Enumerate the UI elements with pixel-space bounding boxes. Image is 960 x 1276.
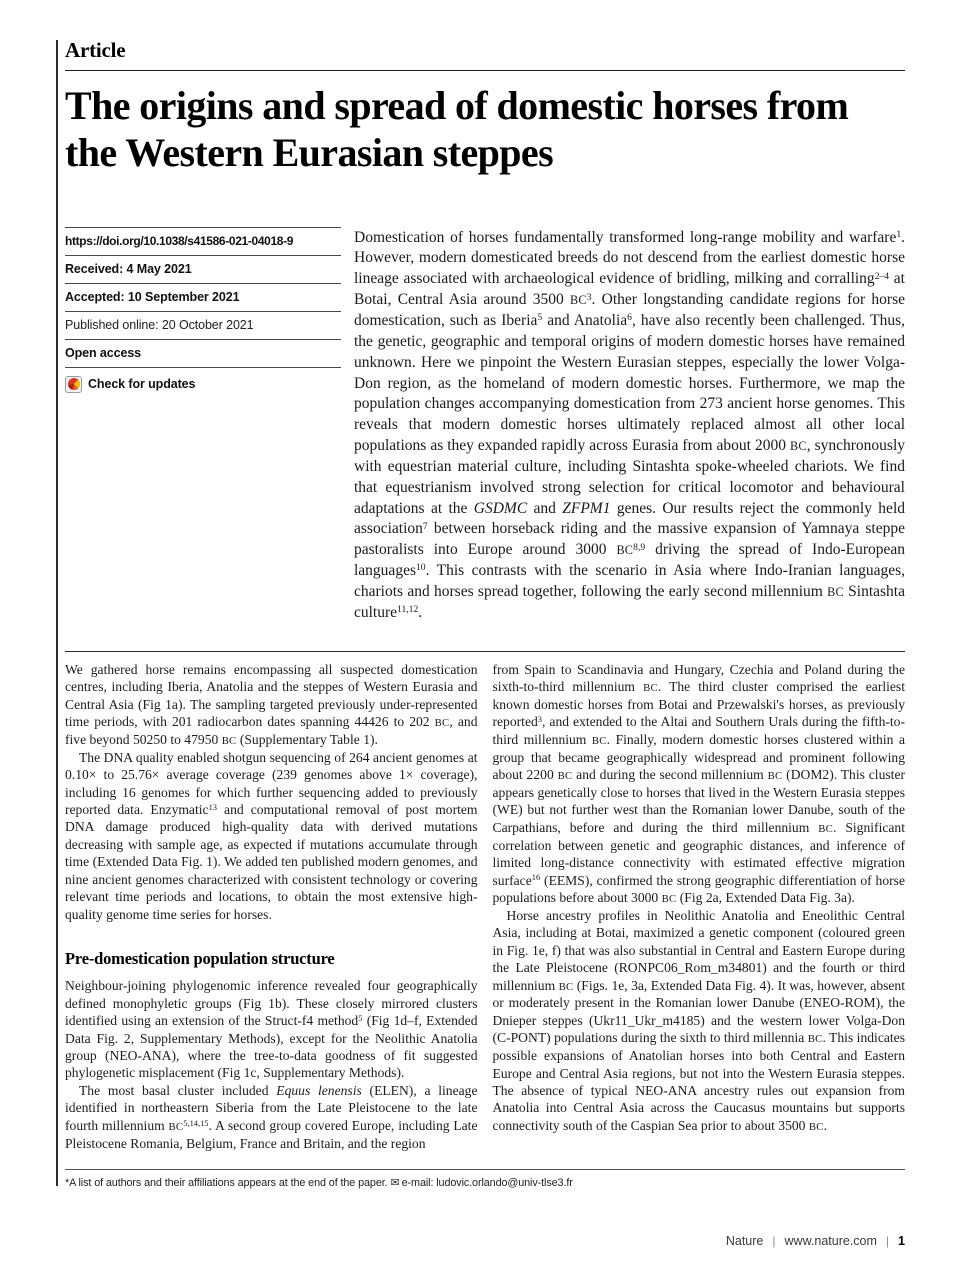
paragraph: Neighbour-joining phylogenomic inference revealed four geographically defined monophyletic groups (Fig 1b). These closely mirrored clusters identified using an extension of the Struct-f4 method$^5$ (Fig 1d–f, Extended Data Fig. 2, Supplementary Methods), except for the Neolithic Anatolia group (NEO-ANA), where the tree-to-data goodness of fit suggested phylogenetic misplacement (Fig 1c, Supplementary Methods). — [65, 978, 478, 1081]
accepted-date: Accepted: 10 September 2021 — [65, 284, 341, 312]
open-access-badge: Open access — [65, 340, 341, 368]
metadata-panel — [65, 227, 341, 624]
article-kicker: Article — [65, 38, 126, 62]
paragraph: The DNA quality enabled shotgun sequencing of 264 ancient genomes at 0.10× to 25.76× average coverage (239 genomes above 1× coverage), including 16 genomes for which further sequencing added to previously reported data. Enzymatic$^{13}$ and computational removal of post mortem DNA damage produced high-quality data with derived mutations decreasing with sample age, as expected if mutations accumulate through time (Extended Data Fig. 1). We added ten published modern genomes, and nine ancient genomes characterized with consistent technology or covering relevant time periods and locations, to obtain the most extensive high-quality genome time series for horses. — [65, 749, 478, 922]
body-right-column — [493, 661, 906, 1152]
metadata-abstract-row — [65, 227, 905, 624]
author-footnote — [65, 1176, 905, 1189]
published-online-date: Published online: 20 October 2021 — [65, 312, 341, 340]
check-for-updates-label: Check for updates — [88, 377, 196, 392]
crossmark-icon — [65, 376, 82, 393]
body-left-column — [65, 661, 478, 1152]
page-number: 1 — [898, 1234, 905, 1248]
journal-url[interactable]: www.nature.com — [784, 1234, 877, 1248]
paragraph: Horse ancestry profiles in Neolithic Anatolia and Eneolithic Central Asia, including at Botai, maximized a genetic component (coloured green in Fig. 1e, f) that was also substantial in Central and Eastern Europe during the Late Pleistocene (RONPC06_Rom_m34801) and the fourth or third millennium BC (Figs. 1e, 3a, Extended Data Fig. 4). It was, however, absent or moderately present in the Romanian lower Danube (ENEO-ROM), the Dnieper steppes (Ukr11_Ukr_m4185) and the western lower Volga-Don (C-PONT) populations during the sixth to third millennia BC. This indicates possible expansions of Anatolian horses into both Central and Eastern Europe and Central Asia regions, but not into the Western Eurasia steppes. The absence of typical NEO-ANA ancestry rules out expansion from Anatolia into Central Asia across the Caucasus mountains but supports connectivity south of the Caspian Sea prior to about 3500 BC. — [492, 907, 906, 1133]
body-divider — [65, 651, 905, 652]
authors-note: *A list of authors and their affiliations appears at the end of the paper. — [65, 1177, 388, 1190]
footer-separator: | — [885, 1234, 890, 1248]
abstract: Domestication of horses fundamentally transformed long-range mobility and warfare$^1$. However, modern domesticated breeds do not descend from the earliest domestic horse lineage associated with archaeological evidence of bridling, milking and corralling$^{2-4}$ at Botai, Central Asia around 3500 $BC^3$. Other longstanding candidate regions for horse domestication, such as Iberia$^5$ and Anatolia$^6$, have also recently been challenged. Thus, the genetic, geographic and temporal origins of modern domestic horses have remained unknown. Here we pinpoint the Western Eurasian steppes, especially the lower Volga-Don region, as the homeland of modern domestic horses. Furthermore, we map the population changes accompanying domestication from 273 ancient horse genomes. This reveals that modern domestic horses ultimately replaced almost all other local populations as they expanded rapidly across Eurasia from about 2000 BC, synchronously with equestrian material culture, including Sintashta spoke-wheeled chariots. We find that equestrianism involved strong selection for critical locomotor and behavioural adaptations at the GSDMC and ZFPM1 genes. Our results reject the commonly held association$^7$ between horseback riding and the massive expansion of Yamnaya steppe pastoralists into Europe around 3000 BC$^{8,9}$ driving the spread of Indo-European languages$^{10}$. This contrasts with the scenario in Asia where Indo-Iranian languages, chariots and horses spread together, following the early second millennium BC Sintashta culture$^{11,12}$. — [354, 228, 906, 621]
paragraph: We gathered horse remains encompassing all suspected domestication centres, including Iberia, Anatolia and the steppes of Western Eurasia and Central Asia (Fig 1a). The sampling targeted previously under-represented time periods, with 201 radiocarbon dates spanning 44426 to 202 BC, and five beyond 50250 to 47950 BC (Supplementary Table 1). — [65, 661, 478, 747]
kicker-divider — [65, 70, 905, 71]
paragraph: The most basal cluster included Equus lenensis (ELEN), a lineage identified in northeastern Siberia from the Late Pleistocene to the late fourth millennium BC$^{5,14,15}$. A second group covered Europe, including Late Pleistocene Romania, Belgium, France and Britain, and the region — [65, 1082, 478, 1151]
email-link[interactable]: e-mail: ludovic.orlando@univ-tlse3.fr — [401, 1177, 573, 1190]
check-for-updates-button[interactable] — [65, 368, 341, 400]
section-heading-pre-domestication: Pre-domestication population structure — [65, 949, 335, 969]
body-columns — [65, 661, 905, 1152]
received-date: Received: 4 May 2021 — [65, 256, 341, 284]
footnote-divider — [65, 1169, 905, 1170]
footer-separator: | — [772, 1234, 776, 1248]
doi-link[interactable]: https://doi.org/10.1038/s41586-021-04018-9 — [65, 228, 341, 256]
left-margin-rule — [56, 40, 58, 1186]
page-footer — [726, 1234, 905, 1248]
journal-name: Nature — [725, 1234, 764, 1248]
page-title: The origins and spread of domestic horses from the Western Eurasian steppes — [65, 83, 849, 175]
paragraph: from Spain to Scandinavia and Hungary, Czechia and Poland during the sixth-to-third millennium BC. The third cluster comprised the earliest known domestic horses from Botai and Przewalski's horses, as previously reported$^3$, and extended to the Altai and Southern Urals during the fifth-to-third millennium BC. Finally, modern domestic horses clustered within a group that became geographically widespread and prominent following about 2200 BC and during the second millennium BC (DOM2). This cluster appears genetically close to horses that lived in the Western Eurasia steppes (WE) but not further west than the Romanian lower Danube, south of the Carpathians, before and during the third millennium BC. Significant correlation between genetic and geographic distances, and inference of limited long-distance connectivity with estimated effective migration surface$^{16}$ (EEMS), confirmed the strong geographic differentiation of horse populations before about 3000 BC (Fig 2a, Extended Data Fig. 3a). — [492, 661, 906, 905]
envelope-icon: ✉ — [390, 1177, 400, 1190]
